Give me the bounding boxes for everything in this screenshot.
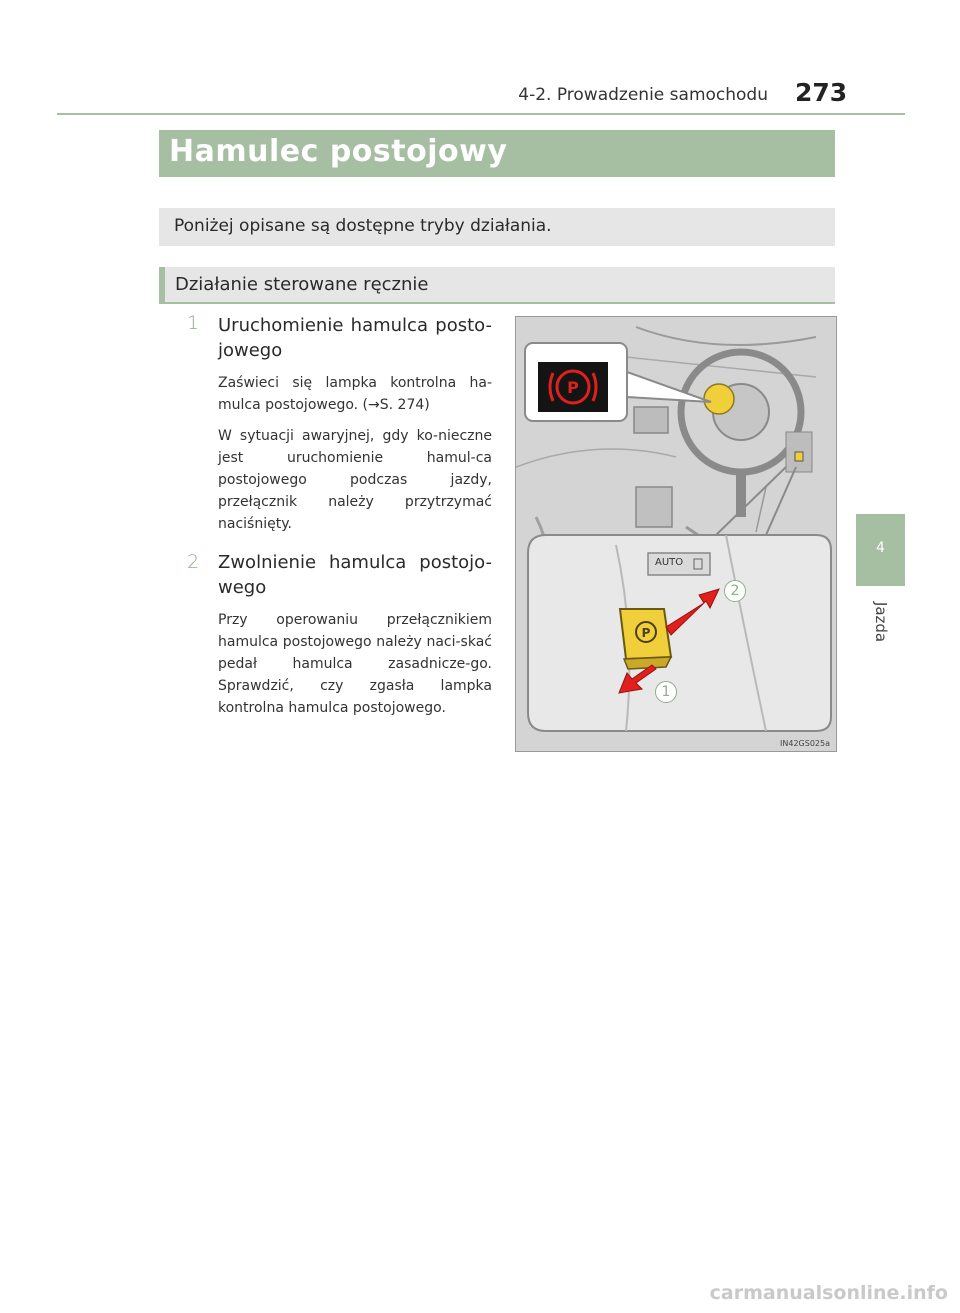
subheading-accent <box>159 267 165 303</box>
chapter-tab <box>856 514 905 586</box>
item-title-1: Uruchomienie hamulca posto-jowego <box>218 315 492 361</box>
subheading-bar <box>159 267 835 303</box>
item-number-2: 2 <box>187 551 200 573</box>
auto-switch-label: AUTO <box>655 557 684 568</box>
header-divider <box>57 113 905 115</box>
parking-brake-illustration <box>515 316 837 752</box>
item-desc-1a: Zaświeci się lampka kontrolna ha-mulca postojowego. (→S. 274) <box>218 375 492 413</box>
item-desc-2: Przy operowaniu przełącznikiem hamulca postojowego należy naci-skać pedał hamulca zasadnicze-go. Sprawdzić, czy zgasła lampka kontrolna hamulca postojowego. <box>218 612 492 716</box>
switch-location-highlight <box>704 384 734 414</box>
svg-text:P: P <box>567 378 579 397</box>
image-code: IN42GS025a <box>780 739 830 748</box>
svg-text:P: P <box>641 626 651 640</box>
callout-1: 1 <box>655 681 677 703</box>
chapter-label-box <box>855 593 907 653</box>
item-desc-1b: W sytuacji awaryjnej, gdy ko-nieczne jest uruchomienie hamul-ca postojowego podczas jazdy, przełącznik należy przytrzymać naciśnięty. <box>218 428 492 532</box>
illustration-drawing <box>516 317 836 751</box>
page-title: Hamulec postojowy <box>169 134 508 169</box>
callout-2: 2 <box>724 580 746 602</box>
section-title: 4-2. Prowadzenie samochodu <box>518 85 768 105</box>
item-title-2: Zwolnienie hamulca postojo-wego <box>218 552 492 598</box>
intro-text: Poniżej opisane są dostępne tryby działania. <box>174 216 552 236</box>
page-number: 273 <box>795 78 848 107</box>
chapter-label: Jazda <box>872 601 890 643</box>
item-number-1: 1 <box>187 312 200 334</box>
subheading-divider <box>159 302 835 304</box>
watermark: carmanualsonline.info <box>709 1282 948 1304</box>
subheading-text: Działanie sterowane ręcznie <box>175 274 429 295</box>
intro-bar <box>159 208 835 246</box>
page-title-bar <box>159 130 835 177</box>
chapter-number: 4 <box>876 540 885 556</box>
